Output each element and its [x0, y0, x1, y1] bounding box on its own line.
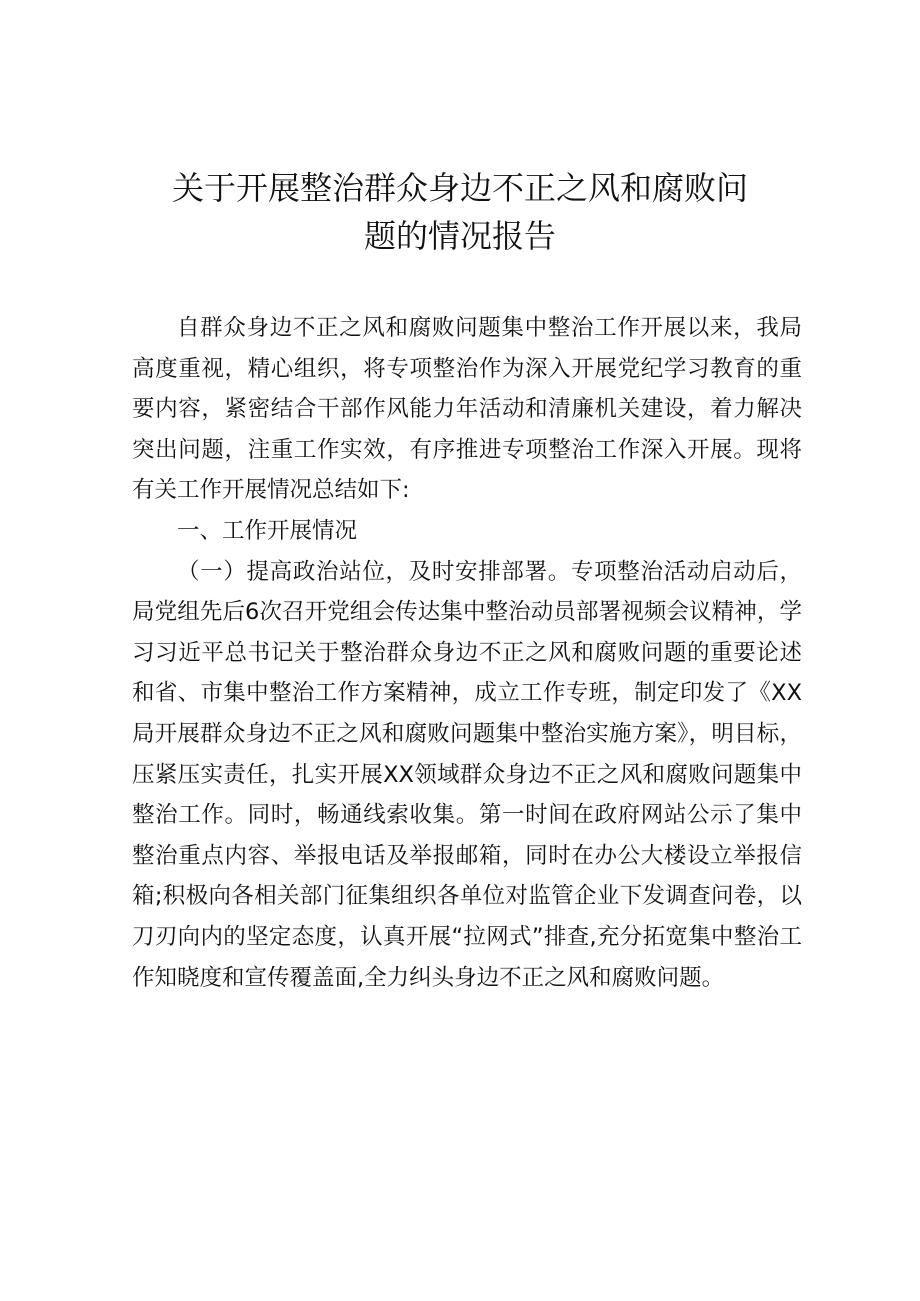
intro-paragraph: 自群众身边不正之风和腐败问题集中整治工作开展以来，我局高度重视，精心组织，将专项整治作为深入开展党纪学习教育的重要内容，紧密结合干部作风能力年活动和清廉机关建设，着力解决突出问题，注重工作实效，有序推进专项整治工作深入开展。现将有关工作开展情况总结如下: [132, 315, 802, 504]
document-body [132, 308, 802, 998]
section-1-paragraph-1: （一）提高政治站位，及时安排部署。专项整治活动启动后，局党组先后6次召开党组会传达集中整治动员部署视频会议精神，学习习近平总书记关于整治群众身边不正之风和腐败问题的重要论述和省、市集中整治工作方案精神，成立工作专班，制定印发了《XX局开展群众身边不正之风和腐败问题集中整治实施方案》，明目标，压紧压实责任，扎实开展XX领域群众身边不正之风和腐败问题集中整治工作。同时，畅通线索收集。第一时间在政府网站公示了集中整治重点内容、举报电话及举报邮箱，同时在办公大楼设立举报信箱;积极向各相关部门征集组织各单位对监管企业下发调查问卷，以刀刃向内的坚定态度，认真开展“拉网式”排查,充分拓宽集中整治工作知晓度和宣传覆盖面,全力纠头身边不正之风和腐败问题。 [132, 558, 802, 991]
document-title [150, 164, 770, 260]
title-line-1: 关于开展整治群众身边不正之风和腐败问 [171, 169, 748, 207]
title-line-2: 题的情况报告 [363, 217, 556, 255]
section-heading-1: 一、工作开展情况 [177, 517, 358, 544]
